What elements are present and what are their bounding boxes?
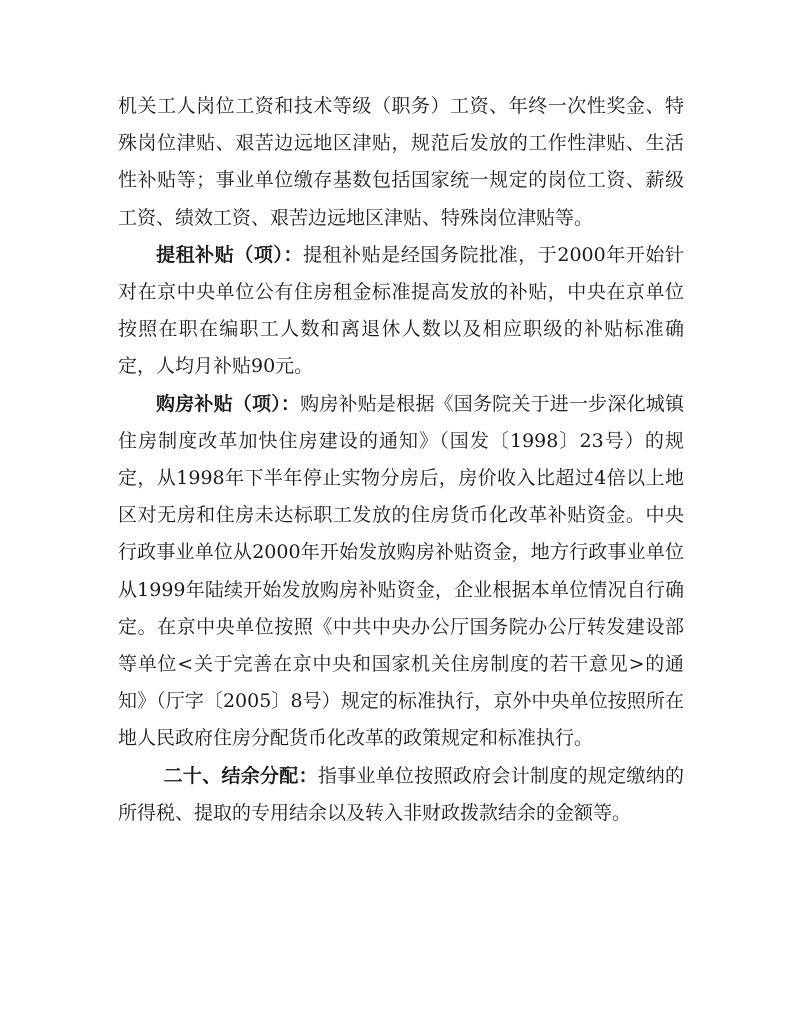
paragraph-text: 机关工人岗位工资和技术等级（职务）工资、年终一次性奖金、特殊岗位津贴、艰苦边远地区津贴，规范后发放的工作性津贴、生活性补贴等；事业单位缴存基数包括国家统一规定的岗位工资、薪级工资、绩效工资、艰苦边远地区津贴、特殊岗位津贴等。 (118, 95, 684, 229)
paragraph-salary-base (118, 88, 684, 237)
paragraph-text: 购房补贴是根据《国务院关于进一步深化城镇住房制度改革加快住房建设的通知》（国发〔1998〕23号）的规定，从1998年下半年停止实物分房后，房价收入比超过4倍以上地区对无房和住房未达标职工发放的住房货币化改革补贴资金。中央行政事业单位从2000年开始发放购房补贴资金，地方行政事业单位从1999年陆续开始发放购房补贴资金，企业根据本单位情况自行确定。在京中央单位按照《中共中央办公厅国务院办公厅转发建设部等单位<关于完善在京中央和国家机关住房制度的若干意见>的通知》（厅字〔2005〕8号）规定的标准执行，京外中央单位按照所在地人民政府住房分配货币化改革的政策规定和标准执行。 (118, 392, 684, 750)
term-housing-purchase-subsidy: 购房补贴（项）： (156, 392, 301, 415)
term-surplus-distribution: 二十、结余分配： (163, 764, 318, 787)
paragraph-text: 指事业单位按照政府会计制度的规定缴纳的所得税、提取的专用结余以及转入非财政拨款结余的金额等。 (118, 764, 684, 824)
document-body (118, 88, 684, 832)
paragraph-text: 提租补贴是经国务院批准，于2000年开始针对在京中央单位公有住房租金标准提高发放的补贴，中央在京单位按照在职在编职工人数和离退休人数以及相应职级的补贴标准确定，人均月补贴90元。 (118, 243, 684, 378)
paragraph-housing-purchase-subsidy (118, 386, 684, 758)
term-rent-subsidy: 提租补贴（项）： (156, 243, 304, 266)
paragraph-rent-subsidy (118, 237, 684, 386)
paragraph-surplus-distribution (118, 758, 684, 832)
